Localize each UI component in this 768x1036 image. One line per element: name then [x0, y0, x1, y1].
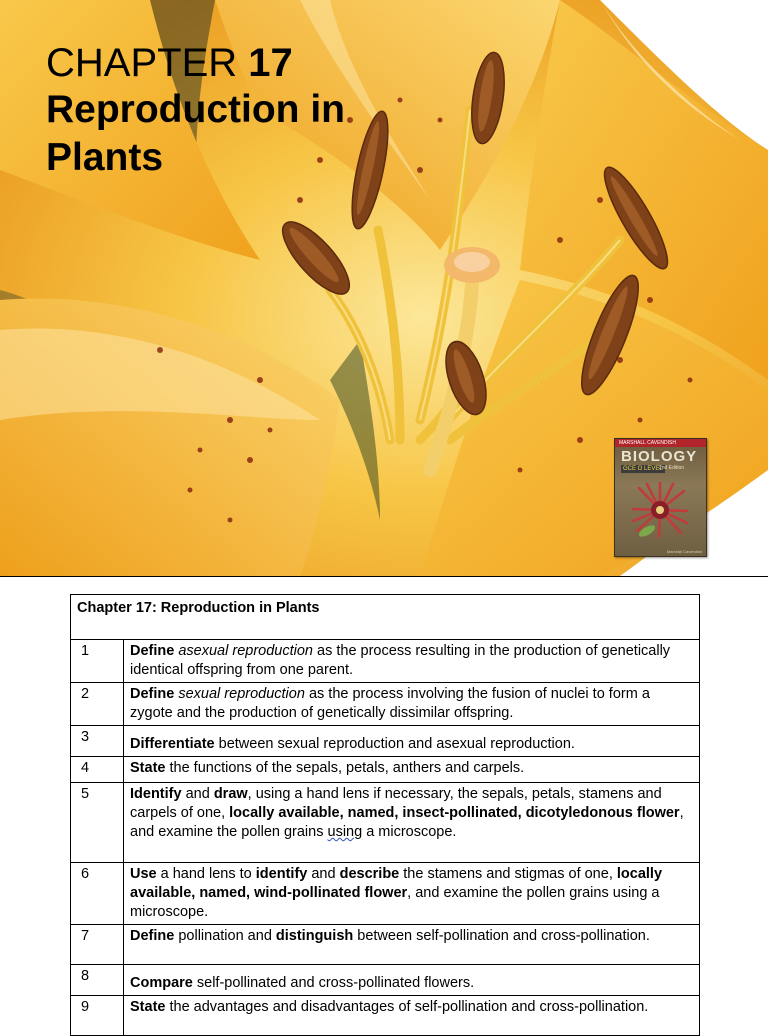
- objective-text: [124, 683, 700, 726]
- objective-text-run: the functions of the sepals, petals, anthers and carpels.: [165, 760, 525, 776]
- command-word: Identify: [130, 786, 182, 802]
- objective-text-run: , using a hand lens if necessary, the sepals, petals, stamens and carpels of one,: [130, 786, 662, 821]
- textbook-cover-thumbnail: [614, 438, 707, 557]
- chapter-label: CHAPTER: [46, 41, 238, 85]
- objective-text-run: , and examine the pollen grains using a microscope.: [130, 885, 660, 920]
- command-word: describe: [339, 866, 400, 882]
- command-word: Define: [130, 686, 175, 702]
- objective-number: 6: [71, 863, 124, 925]
- command-word: draw: [213, 786, 248, 802]
- command-word: Define: [130, 643, 175, 659]
- objective-number: 1: [71, 640, 124, 683]
- command-word: distinguish: [275, 928, 354, 944]
- objective-text-run: as the process resulting in the production of genetically identical offspring from one parent.: [130, 643, 671, 678]
- objective-text: [124, 640, 700, 683]
- objective-text: [124, 965, 700, 996]
- book-title: BIOLOGY: [621, 448, 698, 465]
- objective-text-run: a microscope.: [362, 824, 457, 840]
- objective-text-run: a hand lens to: [156, 866, 256, 882]
- chapter-number: 17: [248, 41, 293, 85]
- spellcheck-marked-word: using: [327, 824, 363, 840]
- objective-text: [124, 757, 700, 783]
- chapter-title: [46, 40, 345, 182]
- objective-number: 3: [71, 726, 124, 757]
- key-term: sexual reproduction: [178, 686, 305, 702]
- table-row: [71, 683, 700, 726]
- objective-text-run: between self-pollination and cross-pollination.: [353, 928, 650, 944]
- table-row: [71, 925, 700, 965]
- command-word: locally available, named, wind-pollinated flower: [130, 866, 663, 901]
- objective-text-run: as the process involving the fusion of nuclei to form a zygote and the production of genetically dissimilar offspring.: [130, 686, 650, 721]
- objective-text: [124, 783, 700, 863]
- table-row: [71, 996, 700, 1036]
- command-word: State: [130, 760, 166, 776]
- command-word: identify: [255, 866, 308, 882]
- objective-number: 2: [71, 683, 124, 726]
- objective-text: [124, 863, 700, 925]
- objective-text-run: between sexual reproduction and asexual reproduction.: [214, 736, 575, 752]
- book-publisher: MARSHALL CAVENDISH: [619, 440, 676, 446]
- command-word: Compare: [130, 975, 193, 991]
- table-heading: Chapter 17: Reproduction in Plants: [71, 595, 700, 640]
- objective-number: 8: [71, 965, 124, 996]
- chapter-title-line-1: Reproduction in: [46, 88, 345, 131]
- objective-text-run: and: [307, 866, 340, 882]
- table-row: [71, 640, 700, 683]
- command-word: Use: [130, 866, 157, 882]
- book-edition: 2nd Edition: [659, 465, 685, 471]
- objective-text: [124, 925, 700, 965]
- objective-text: [124, 996, 700, 1036]
- learning-objectives-table: [70, 594, 700, 1036]
- book-flower-image: [629, 479, 691, 541]
- objective-text-run: , and examine the pollen grains: [130, 805, 684, 840]
- command-word: State: [130, 999, 166, 1015]
- objective-text-run: the stamens and stigmas of one,: [399, 866, 617, 882]
- command-word: Differentiate: [130, 736, 215, 752]
- command-word: locally available, named, insect-pollinated, dicotyledonous flower: [229, 805, 680, 821]
- table-row: [71, 863, 700, 925]
- table-row: [71, 783, 700, 863]
- chapter-title-line-2: Plants: [46, 136, 164, 179]
- objective-text-run: self-pollinated and cross-pollinated flowers.: [192, 975, 475, 991]
- table-row: [71, 965, 700, 996]
- objective-number: 5: [71, 783, 124, 863]
- table-row: [71, 757, 700, 783]
- objective-number: 9: [71, 996, 124, 1036]
- objective-number: 4: [71, 757, 124, 783]
- objective-text-run: and: [181, 786, 214, 802]
- objective-text-run: pollination and: [174, 928, 276, 944]
- command-word: Define: [130, 928, 175, 944]
- table-row: [71, 726, 700, 757]
- objective-text: [124, 726, 700, 757]
- key-term: asexual reproduction: [178, 643, 313, 659]
- table-heading-row: [71, 595, 700, 640]
- objective-text-run: the advantages and disadvantages of self-pollination and cross-pollination.: [165, 999, 649, 1015]
- objective-number: 7: [71, 925, 124, 965]
- book-footer: Marshall Cavendish: [666, 549, 702, 554]
- book-subtitle: GCE O LEVEL: [623, 466, 663, 472]
